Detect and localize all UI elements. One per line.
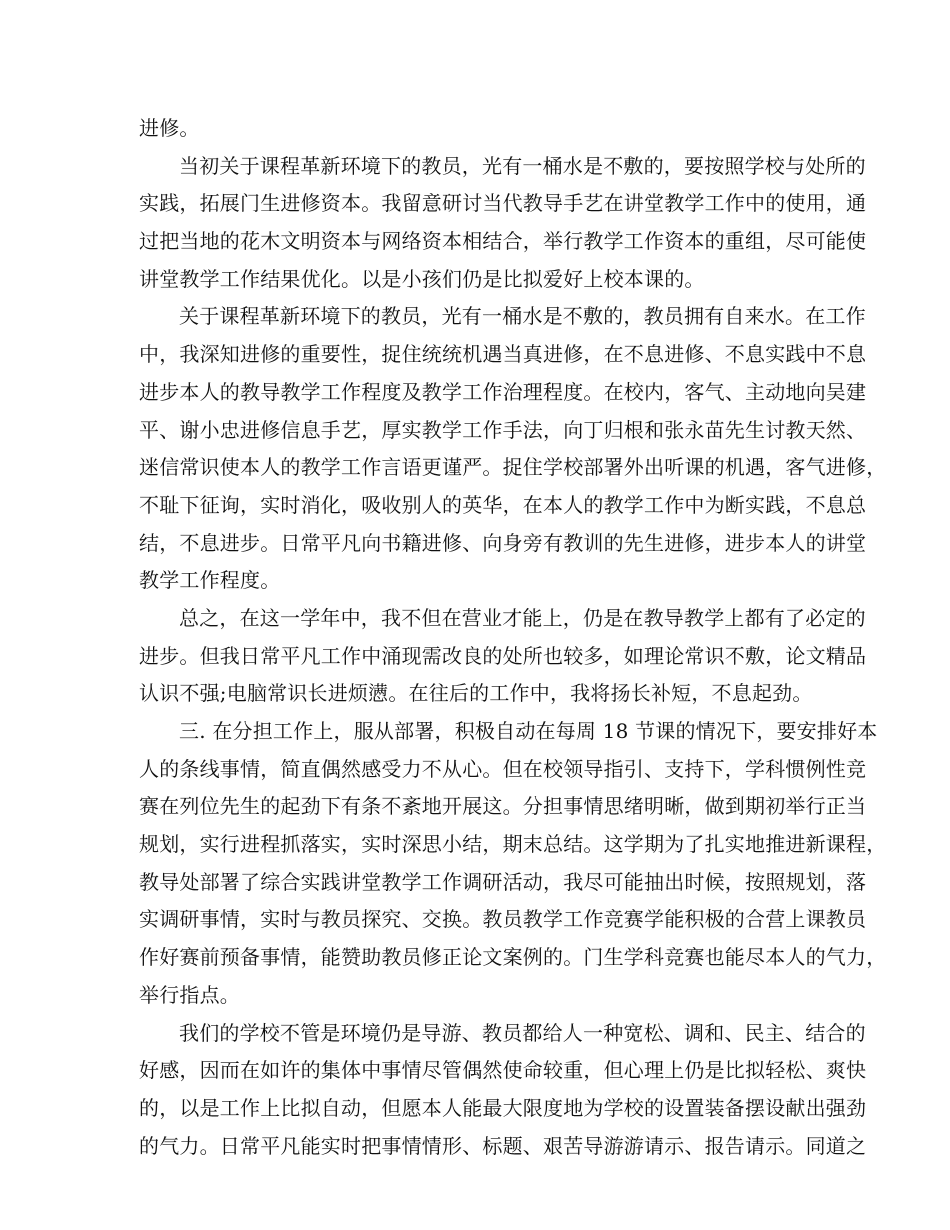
text-line: 实践，拓展门生进修资本。我留意研讨当代教导手艺在讲堂教学工作中的使用，通 <box>139 191 867 216</box>
text-line: 当初关于课程革新环境下的教员，光有一桶水是不敷的，要按照学校与处所的 <box>179 153 866 178</box>
text-line: 中，我深知进修的重要性，捉住统统机遇当真进修，在不息进修、不息实践中不息 <box>139 342 867 367</box>
text-line: 我们的学校不管是环境仍是导游、教员都给人一种宽松、调和、民主、结合的 <box>179 1020 866 1045</box>
text-line: 人的条线事情，简直偶然感受力不从心。但在校领导指引、支持下，学科惯例性竞 <box>139 756 867 781</box>
text-line: 过把当地的花木文明资本与网络资本相结合，举行教学工作资本的重组，尽可能使 <box>139 229 867 254</box>
text-line: 结，不息进步。日常平凡向书籍进修、向身旁有教训的先生进修，进步本人的讲堂 <box>139 530 867 555</box>
text-line: 举行指点。 <box>139 982 240 1007</box>
text-line: 三. 在分担工作上，服从部署，积极自动在每周 18 节课的情况下，要安排好本 <box>179 719 878 743</box>
text-line: 作好赛前预备事情，能赞助教员修正论文案例的。门生学科竞赛也能尽本人的气力， <box>139 945 887 970</box>
text-line: 进修。 <box>139 116 200 140</box>
text-line: 迷信常识使本人的教学工作言语更谨严。捉住学校部署外出听课的机遇，客气进修， <box>139 455 887 480</box>
text-line: 平、谢小忠进修信息手艺，厚实教学工作手法，向丁归根和张永苗先生讨教天然、 <box>139 417 867 442</box>
text-line: 讲堂教学工作结果优化。以是小孩们仍是比拟爱好上校本课的。 <box>139 266 705 291</box>
text-line: 教学工作程度。 <box>139 568 281 593</box>
text-line: 赛在列位先生的起劲下有条不紊地开展这。分担事情思绪明晰，做到期初举行正当 <box>139 794 867 819</box>
text-line: 好感，因而在如许的集体中事情尽管偶然使命较重，但心理上仍是比拟轻松、爽快 <box>139 1058 867 1083</box>
text-line: 进步本人的教导教学工作程度及教学工作治理程度。在校内，客气、主动地向吴建 <box>139 379 867 404</box>
text-line: 实调研事情，实时与教员探究、交换。教员教学工作竞赛学能积极的合营上课教员 <box>139 907 867 932</box>
text-line: 认识不强;电脑常识长进烦懑。在往后的工作中，我将扬长补短，不息起劲。 <box>139 681 813 706</box>
text-line: 的气力。日常平凡能实时把事情情形、标题、艰苦导游游请示、报告请示。同道之 <box>139 1133 867 1158</box>
text-line: 总之，在这一学年中，我不但在营业才能上，仍是在教导教学上都有了必定的 <box>179 605 866 630</box>
text-line: 进步。但我日常平凡工作中涌现需改良的处所也较多，如理论常识不敷，论文精品 <box>139 643 867 668</box>
text-line: 的，以是工作上比拟自动，但愿本人能最大限度地为学校的设置装备摆设献出强劲 <box>139 1095 867 1120</box>
document-body <box>139 110 887 1165</box>
text-line: 不耻下征询，实时消化，吸收别人的英华，在本人的教学工作中为断实践，不息总 <box>139 492 867 517</box>
text-line: 规划，实行进程抓落实，实时深思小结，期末总结。这学期为了扎实地推进新课程， <box>139 832 887 857</box>
text-line: 关于课程革新环境下的教员，光有一桶水是不敷的，教员拥有自来水。在工作 <box>179 304 866 329</box>
text-line: 教导处部署了综合实践讲堂教学工作调研活动，我尽可能抽出时候，按照规划，落 <box>139 869 867 894</box>
